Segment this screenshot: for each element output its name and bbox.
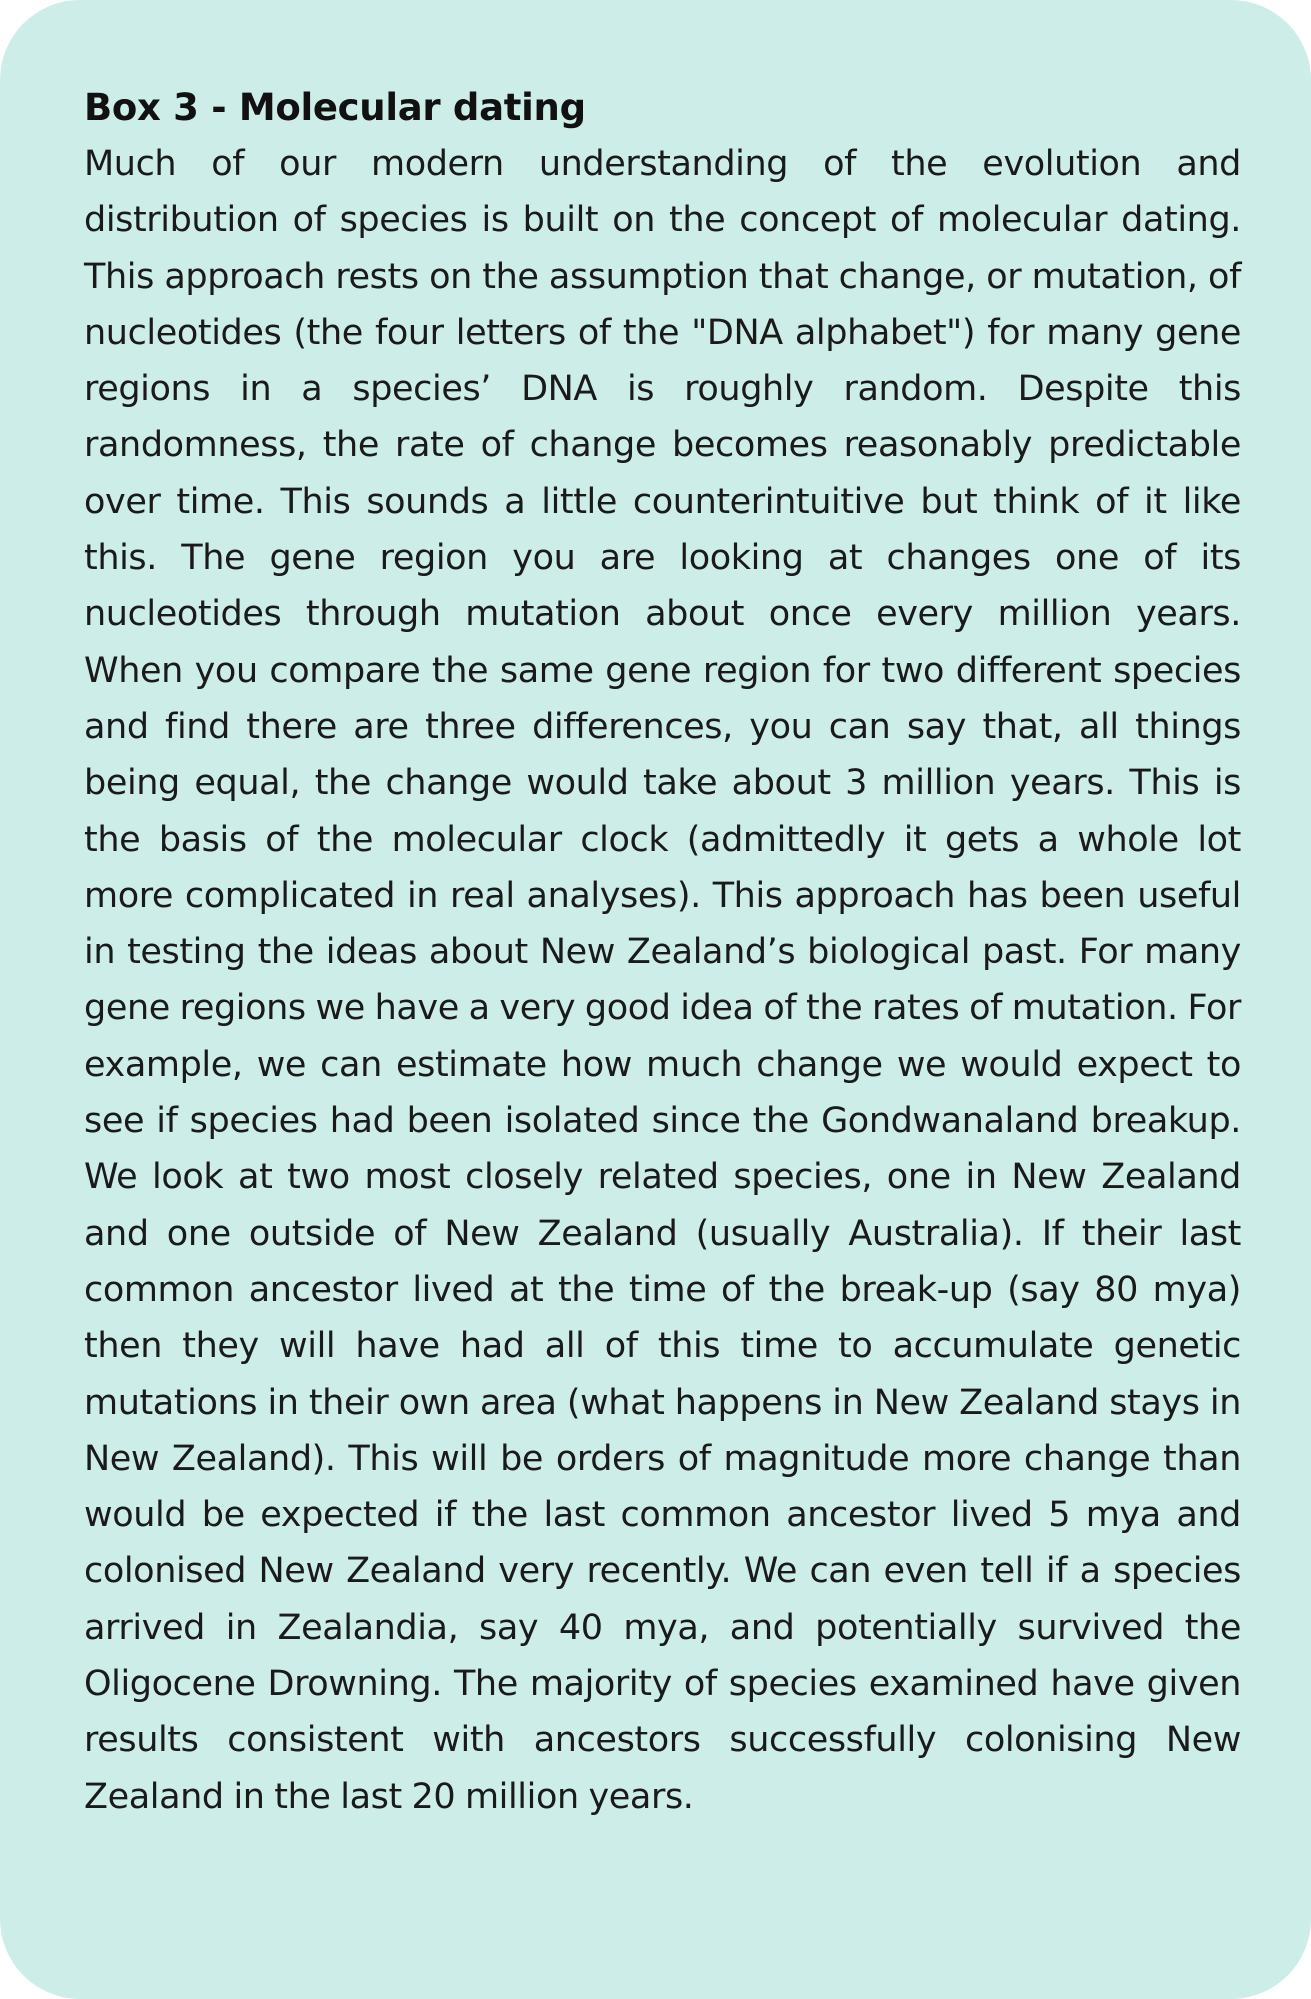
box-title: Box 3 - Molecular dating bbox=[84, 86, 586, 129]
box-body-text: Much of our modern understanding of the evolution and distribution of species is built on the concept of molecular dating. This approach rests on the assumption that change, or mutation, of nucleotides (the four letters of the "DNA alphabet") for many gene regions in a species’ DNA is roughly random. Despite this randomness, the rate of change becomes reasonably predictable over time. This sounds a little counterintuitive but think of it like this. The gene region you are looking at changes one of its nucleotides through mutation about once every million years. When you compare the same gene region for two different species and find there are three differences, you can say that, all things being equal, the change would take about 3 million years. This is the basis of the molecular clock (admittedly it gets a whole lot more complicated in real analyses). This approach has been useful in testing the ideas about New Zealand’s biological past. For many gene regions we have a very good idea of the rates of mutation. For example, we can estimate how much change we would expect to see if species had been isolated since the Gondwanaland breakup. We look at two most closely related species, one in New Zealand and one outside of New Zealand (usually Australia). If their last common ancestor lived at the time of the break-up (say 80 mya) then they will have had all of this time to accumulate genetic mutations in their own area (what happens in New Zealand stays in New Zealand). This will be orders of magnitude more change than would be expected if the last common ancestor lived 5 mya and colonised New Zealand very recently. We can even tell if a species arrived in Zealandia, say 40 mya, and potentially survived the Oligocene Drowning. The majority of species examined have given results consistent with ancestors successfully colonising New Zealand in the last 20 million years. bbox=[84, 144, 1241, 1817]
